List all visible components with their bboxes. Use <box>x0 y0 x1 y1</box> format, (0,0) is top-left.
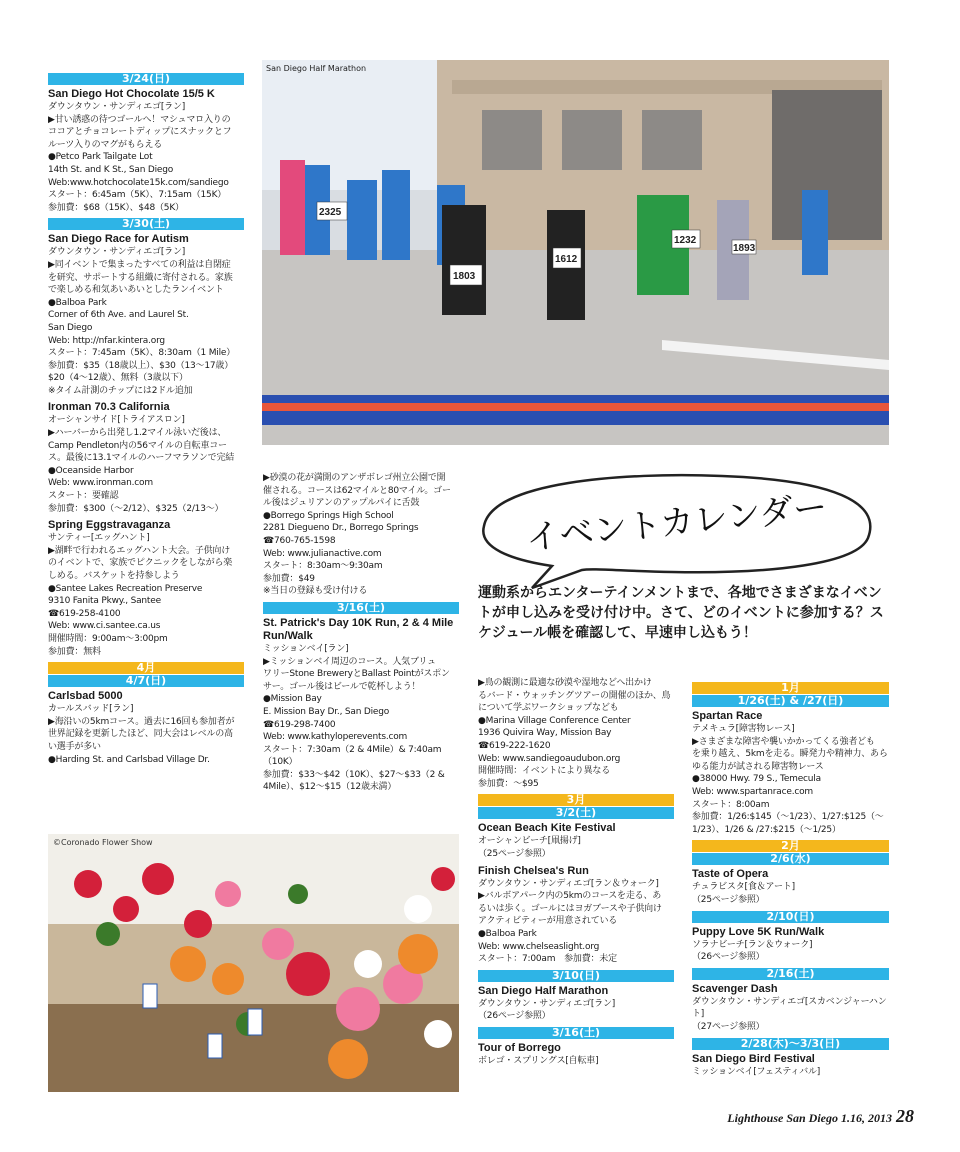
event-detail-line: Web: http://nfar.kintera.org <box>48 335 165 346</box>
event-detail-line: ●Marina Village Conference Center <box>478 715 631 726</box>
marathon-photo <box>262 60 889 445</box>
event-entry <box>692 983 889 1034</box>
event-entry <box>692 868 889 906</box>
event-title: St. Patrick's Day 10K Run, 2 & 4 Mile Run/Walk <box>263 616 454 642</box>
event-detail-line: ☎619-258-4100 <box>48 608 121 619</box>
event-detail-line: ▶湖畔で行われるエッグハント大会。子供向け <box>48 545 231 556</box>
date-header: 2/10(日) <box>692 911 889 923</box>
event-detail-line: オーシャンビーチ[凧揚げ] <box>478 836 581 847</box>
event-detail-line: ●Mission Bay <box>263 694 322 705</box>
event-detail-line: ※当日の登録も受け付ける <box>263 586 368 597</box>
event-detail-line: ☎619-298-7400 <box>263 719 336 730</box>
event-detail-line: しめる。バスケットを持参しよう <box>48 571 180 581</box>
event-detail-line: Web: www.chelseaslight.org <box>478 941 600 952</box>
event-entry <box>478 985 674 1023</box>
event-detail-line: で楽しめる和気あいあいとしたランイベント <box>48 285 224 296</box>
event-title: Scavenger Dash <box>692 982 778 995</box>
publication-name: Lighthouse San Diego 1.16, 2013 <box>727 1111 892 1125</box>
event-detail-line: Web: www.sandiegoaudubon.org <box>478 753 621 764</box>
event-detail-line: San Diego <box>48 322 93 333</box>
event-detail-line: ワリーStone BreweryとBallast Pointがスポン <box>263 669 450 680</box>
flower-photo <box>48 834 459 1092</box>
month-header: 2月 <box>692 840 889 852</box>
event-title: Tour of Borrego <box>478 1041 561 1054</box>
event-entry <box>478 1042 674 1068</box>
event-detail-line: ▶さまざまな障害や襲いかかってくる強者ども <box>692 736 875 747</box>
event-detail-line: 1/23）、1/26 & /27:$215（〜1/25） <box>692 824 841 835</box>
event-detail-line: 参加費：〜$95 <box>478 778 539 789</box>
event-detail-line: ルーツ入りのマグがもらえる <box>48 139 163 150</box>
event-entry <box>263 472 459 598</box>
date-header: 3/2(土) <box>478 807 674 819</box>
event-title: Taste of Opera <box>692 868 769 881</box>
event-detail-line: 参加費：$49 <box>263 573 315 584</box>
bib-number: 1232 <box>674 235 697 246</box>
event-entry <box>48 519 244 658</box>
event-detail-line: （25ページ参照） <box>478 848 551 859</box>
event-detail-line: ソラナビーチ[ラン＆ウォーク] <box>692 939 813 950</box>
date-header: 1/26(土) & /27(日) <box>692 695 889 707</box>
event-detail-line: Camp Pendleton内の56マイルの自転車コー <box>48 440 227 451</box>
event-detail-line: ●Harding St. and Carlsbad Village Dr. <box>48 754 210 765</box>
event-title: San Diego Hot Chocolate 15/5 K <box>48 88 215 100</box>
event-detail-line: ボレゴ・スプリングス[自転車] <box>478 1055 599 1066</box>
month-header: 3月 <box>478 794 674 806</box>
event-detail-line: ▶ミッションベイ周辺のコース。人気ブリュ <box>263 656 436 667</box>
event-entry <box>692 926 889 964</box>
event-detail-line: スタート：6:45am（5K）、7:15am（15K） <box>48 190 227 201</box>
event-detail-line: ダウンタウン・サンディエゴ[スカベンジャーハント] <box>692 996 887 1020</box>
date-header: 2/16(土) <box>692 968 889 980</box>
event-detail-line: い選手が多い <box>48 741 101 752</box>
bib-number: 1893 <box>733 243 756 254</box>
date-header: 3/30(土) <box>48 218 244 230</box>
event-detail-line: 参加費：無料 <box>48 646 101 657</box>
event-column-4 <box>692 682 889 1082</box>
event-detail-line: Web: www.ironman.com <box>48 478 153 489</box>
event-detail-line: ミッションベイ[フェスティバル] <box>692 1066 821 1077</box>
event-entry <box>48 233 244 397</box>
date-header: 3/24(日) <box>48 73 244 85</box>
event-title: Spring Eggstravaganza <box>48 519 171 532</box>
event-detail-line: Web: www.ci.santee.ca.us <box>48 621 161 632</box>
event-entry <box>478 865 674 966</box>
event-detail-line: ●Borrego Springs High School <box>263 510 394 521</box>
event-title: Carlsbad 5000 <box>48 690 123 703</box>
event-detail-line: ●Petco Park Tailgate Lot <box>48 152 153 163</box>
event-detail-line: 4Mile）、$12〜$15（12歳未満） <box>263 782 397 793</box>
event-column-3 <box>478 677 674 1071</box>
bib-number: 1803 <box>453 271 476 282</box>
event-detail-line: スタート：8:00am <box>692 799 770 810</box>
event-detail-line: 参加費：$300（〜2/12）、$325（2/13〜） <box>48 503 224 514</box>
event-column-1 <box>48 73 244 770</box>
flower-illustration <box>48 834 459 1092</box>
event-entry <box>478 677 674 790</box>
date-header: 4/7(日) <box>48 675 244 687</box>
event-detail-line: チュラビスタ[食＆アート] <box>692 882 795 893</box>
event-detail-line: スタート：7:45am（5K）、8:30am（1 Mile） <box>48 348 236 359</box>
event-detail-line: サンティー[エッグハント] <box>48 533 150 544</box>
event-detail-line: アクティビティーが用意されている <box>478 916 618 927</box>
event-detail-line: ●Balboa Park <box>48 297 107 308</box>
event-detail-line: スタート：8:30am〜9:30am <box>263 561 383 572</box>
event-detail-line: ☎760-765-1598 <box>263 535 336 546</box>
event-detail-line: ココアとチョコレートディップにスナックとフ <box>48 127 232 138</box>
event-detail-line: （26ページ参照） <box>692 952 765 963</box>
date-header: 2/6(水) <box>692 853 889 865</box>
event-detail-line: 14th St. and K St., San Diego <box>48 164 174 175</box>
event-column-2 <box>263 472 459 798</box>
event-title: San Diego Race for Autism <box>48 233 189 246</box>
event-detail-line: （26ページ参照） <box>478 1011 551 1022</box>
event-detail-line: ※タイム計測のチップには2ドル追加 <box>48 385 193 396</box>
event-title: Puppy Love 5K Run/Walk <box>692 925 825 938</box>
event-detail-line: ▶ハーバーから出発し1.2マイル泳いだ後は、 <box>48 428 227 439</box>
event-detail-line: Web:www.hotchocolate15k.com/sandiego <box>48 177 229 188</box>
event-detail-line: Web: www.spartanrace.com <box>692 786 813 797</box>
event-title: Spartan Race <box>692 710 763 722</box>
event-entry <box>48 401 244 515</box>
event-detail-line: ミッションベイ[ラン] <box>263 643 349 654</box>
event-title: San Diego Half Marathon <box>478 984 609 997</box>
event-title: Ironman 70.3 California <box>48 401 170 414</box>
event-detail-line: ▶海沿いの5kmコース。過去に16回も参加者が <box>48 716 235 727</box>
event-detail-line: 参加費：$35（18歳以上）、$30（13〜17歳） <box>48 360 234 371</box>
headline-bubble <box>472 468 892 598</box>
event-detail-line: オーシャンサイド[トライアスロン] <box>48 415 185 426</box>
event-detail-line: ▶砂漠の花が満開のアンザボレゴ州立公園で開 <box>263 473 446 483</box>
event-detail-line: を乗り越え、5kmを走る。瞬発力や精神力、あら <box>692 749 888 760</box>
event-detail-line: ▶同イベントで集まったすべての利益は自閉症 <box>48 259 231 270</box>
event-title: Ocean Beach Kite Festival <box>478 822 616 835</box>
event-entry <box>692 710 889 836</box>
event-detail-line: 1936 Quivira Way, Mission Bay <box>478 728 612 739</box>
event-detail-line: について学ぶワークショップなども <box>478 703 619 714</box>
event-detail-line: 世界記録を更新したほど、同大会はレベルの高 <box>48 729 233 740</box>
intro-text: 運動系からエンターテインメントまで、各地でさまざまなイベントが申し込みを受け付け中。さて、どのイベントに参加する？スケジュール帳を確認して、早速申し込もう！ <box>478 585 884 641</box>
month-header: 1月 <box>692 682 889 694</box>
event-detail-line: 2281 Diegueno Dr., Borrego Springs <box>263 523 419 534</box>
event-detail-line: 参加費：1/26:$145（〜1/23）、1/27:$125（〜 <box>692 812 884 823</box>
event-detail-line: るバード・ウォッチングツアーの開催のほか、鳥 <box>478 690 671 701</box>
event-detail-line: ゆる能力が試される障害物レース <box>692 761 824 772</box>
event-detail-line: ▶鳥の観測に最適な砂漠や湿地などへ出かけ <box>478 678 652 688</box>
event-title: San Diego Bird Festival <box>692 1052 815 1065</box>
date-header: 3/16(土) <box>263 602 459 614</box>
event-detail-line: $20（4〜12歳）、無料（3歳以下） <box>48 373 188 384</box>
event-detail-line: ダウンタウン・サンディエゴ[ラン] <box>48 102 186 112</box>
event-detail-line: Web: www.kathyloperevents.com <box>263 732 408 743</box>
marathon-photo-caption: San Diego Half Marathon <box>266 64 367 73</box>
event-detail-line: 催される。コースは62マイルと80マイル。ゴー <box>263 485 451 496</box>
month-header: 4月 <box>48 662 244 674</box>
bib-number: 2325 <box>319 207 342 218</box>
flower-photo-caption: ©Coronado Flower Show <box>53 838 153 847</box>
date-header: 2/28(木)〜3/3(日) <box>692 1038 889 1050</box>
page-number: 28 <box>896 1106 914 1126</box>
event-detail-line: テメキュラ[障害物レース] <box>692 724 795 734</box>
page-footer <box>727 1106 914 1127</box>
event-detail-line: サー。ゴール後はビールで乾杯しよう！ <box>263 681 421 692</box>
event-detail-line: ▶甘い誘惑の待つゴールへ！マシュマロ入りの <box>48 114 231 125</box>
event-detail-line: ▶バルボアパーク内の5kmのコースを走る、あ <box>478 891 662 902</box>
event-entry <box>48 690 244 766</box>
event-detail-line: ●Oceanside Harbor <box>48 465 134 476</box>
bib-number: 1612 <box>555 254 578 265</box>
event-detail-line: （27ページ参照） <box>692 1021 765 1032</box>
event-detail-line: 参加費：$33〜$42（10K）、$27〜$33（2 & <box>263 769 445 780</box>
event-detail-line: 参加費：$68（15K）、$48（5K） <box>48 202 184 213</box>
event-detail-line: ダウンタウン・サンディエゴ[ラン] <box>478 998 616 1009</box>
event-detail-line: ル後はジュリアンのアップルパイに舌鼓 <box>263 498 420 509</box>
event-detail-line: （25ページ参照） <box>692 894 765 905</box>
event-detail-line: スタート：7:00am 参加費：未定 <box>478 954 617 965</box>
date-header: 3/16(土) <box>478 1027 674 1039</box>
event-detail-line: スタート：要確認 <box>48 491 119 502</box>
event-detail-line: カールスバッド[ラン] <box>48 704 134 715</box>
event-detail-line: ●38000 Hwy. 79 S., Temecula <box>692 774 821 785</box>
event-detail-line: スタート：7:30am（2 & 4Mile）& 7:40am（10K） <box>263 744 442 768</box>
date-header: 3/10(日) <box>478 970 674 982</box>
event-detail-line: ●Balboa Park <box>478 928 537 939</box>
event-entry <box>263 617 459 794</box>
event-detail-line: 開催時間：イベントにより異なる <box>478 766 611 777</box>
event-detail-line: ●Santee Lakes Recreation Preserve <box>48 583 203 594</box>
event-detail-line: Corner of 6th Ave. and Laurel St. <box>48 310 189 321</box>
event-title: Finish Chelsea's Run <box>478 864 589 877</box>
event-detail-line: ダウンタウン・サンディエゴ[ラン＆ウォーク] <box>478 878 659 889</box>
event-detail-line: ☎619-222-1620 <box>478 740 551 751</box>
marathon-illustration <box>262 60 889 445</box>
event-entry <box>48 88 244 214</box>
event-detail-line: ス。最後に13.1マイルのハーフマラソンで完結 <box>48 453 235 464</box>
event-detail-line: Web: www.julianactive.com <box>263 548 382 559</box>
event-detail-line: を研究、サポートする組織に寄付される。家族 <box>48 272 233 283</box>
event-detail-line: るいは歩く。ゴールにはヨガブースや子供向け <box>478 903 662 914</box>
event-detail-line: 開催時間：9:00am〜3:00pm <box>48 633 168 644</box>
event-detail-line: E. Mission Bay Dr., San Diego <box>263 706 390 717</box>
event-entry <box>478 822 674 860</box>
event-entry <box>692 1053 889 1079</box>
event-detail-line: ダウンタウン・サンディエゴ[ラン] <box>48 247 186 258</box>
event-detail-line: のイベントで、家族でピクニックをしながら楽 <box>48 558 233 569</box>
event-detail-line: 9310 Fanita Pkwy., Santee <box>48 596 161 607</box>
headline-title: イベントカレンダー <box>523 487 830 559</box>
